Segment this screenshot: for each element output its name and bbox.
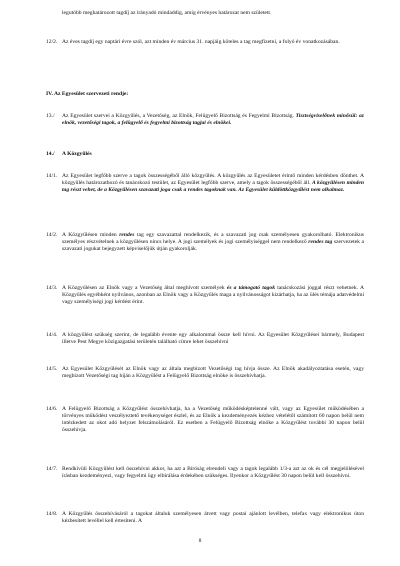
- paragraph-text: Az Egyesület szervei a Közgyűlés, a Vezetőség, az Elnök, Felügyelő Bizottság és Fegyelmi Bizottság. Tisztségviselőnek minősül: az elnök, vezetőségi tagok, a felügyelő és fegyelmi bizottság tagjai és elnökei.: [62, 113, 364, 126]
- paragraph-number: 14./: [46, 151, 55, 157]
- paragraph-number: 14/4.: [46, 332, 58, 338]
- paragraph-text: Az Egyesület legfőbb szerve a tagok összességéből álló közgyűlés. A közgyűlés az Egyesületet érintő minden kérdésben dönthet. A közgyűlés határozathozó és tanácskozó testület, az Egyesület legfőbb szerve, amely a tagok összességéből áll. A közgyűlésen minden tag részt vehet, de a Közgyűlésen szavazati joga csak a rendes tagoknak van. Az Egyesület küldöttközgyűlést nem alkalmaz.: [62, 173, 364, 193]
- paragraph-number: 14/2.: [46, 232, 58, 238]
- section-heading-iv: IV. Az Egyesület szervezeti rendje:: [46, 91, 129, 97]
- paragraph-14-7: [46, 466, 364, 480]
- paragraph-text: Az Egyesület Közgyűlését az Elnök vagy az általa megbízott Vezetőségi tag hívja össze. Az Elnök akadályoztatása esetén, vagy megbízott Vezetőségi tag híján a Közgyűlést a Felügyelő Bizottság elnöke is összehívhatja.: [62, 366, 364, 379]
- paragraph-14-2: [46, 232, 364, 253]
- paragraph-14-4: [46, 332, 364, 346]
- paragraph-text: A Közgyűlés összehívásáról a tagokat általuk személyesen átvett vagy postai ajánlott levélben, telefax vagy elektronikus úton kézbesített levéllel kell értesíteni. A: [62, 511, 364, 524]
- paragraph-14-8: [46, 511, 364, 525]
- paragraph-number: 14/8.: [46, 511, 58, 517]
- paragraph-text: A Közgyűlésen az Elnök vagy a Vezetőség által meghívott személyek és a támogató tagok tanácskozási joggal részt vehetnek. A Közgyűlés egyébként nyilvános, azonban az Elnök vagy a Közgyűlés maga a nyilvánosságot kizárhatja, ha az ülés témája adatvédelmi vagy személyiségi jogi kérdést érint.: [62, 285, 365, 305]
- paragraph-14-6: [46, 406, 364, 434]
- paragraph-14-1: [46, 173, 364, 194]
- paragraph-14-3: [46, 285, 364, 306]
- paragraph-text: Rendkívüli Közgyűlést kell összehívni akkor, ha azt a Bíróság elrendeli vagy a tagok legalább 1/3-a azt az ok és cél megjelölésével írásban kezdeményezi, vagy fegyelmi ügy elbírálása érdekében szükséges. Ilyenkor a Közgyűlést 30 napon belül kell összehívni.: [62, 466, 364, 479]
- paragraph-12-2: [46, 39, 364, 46]
- page-number: 8: [198, 538, 202, 544]
- paragraph-number: 12/2.: [46, 39, 58, 45]
- paragraph-14-5: [46, 366, 364, 380]
- section-heading-14: [46, 151, 364, 158]
- paragraph-number: 13./: [46, 113, 55, 119]
- continued-paragraph: [46, 10, 364, 17]
- paragraph-number: 14/3.: [46, 285, 58, 291]
- paragraph-number: 14/7.: [46, 466, 58, 472]
- paragraph-text: A Felügyelő Bizottság a Közgyűlést összehívhatja, ha a Vezetőség működésképtelenné vált, vagy az Egyesület működésében a törvényes működést veszélyeztető tevékenységet észlel, és az Elnök a kezdeményezés kézhez vételétől számított 60 napon belül nem intézkedett az okot adó helyzet felszámolásáról. Ez esetben a Felügyelő Bizottság elnöke a Közgyűlést további 30 napon belül összehívja.: [62, 406, 364, 433]
- paragraph-number: 14/6.: [46, 406, 58, 412]
- paragraph-13: [46, 113, 364, 127]
- heading-text: A Közgyűlés: [62, 151, 92, 157]
- paragraph-number: 14/1.: [46, 173, 58, 179]
- paragraph-number: 14/5.: [46, 366, 58, 372]
- paragraph-text: legutóbb meghatározott tagdíj az irányadó mindaddig, amíg érvényes határozat nem született.: [62, 10, 272, 16]
- paragraph-text: A Közgyűlésen minden rendes tag egy szavazattal rendelkezik, és a szavazati jog csak személyesen gyakorolható. Elektronikus személyes részvételnek a közgyűlésen nincs helye. A jogi személyek és jogi személyiséggel nem rendelkező rendes tag szervezetek a szavazati jogukat bejegyzett képviselőjük útján gyakorolják.: [62, 232, 364, 252]
- paragraph-text: A közgyűlést szükség szerint, de legalább évente egy alkalommal össze kell hívni. Az Egyesület Közgyűlései bármely, Budapest illetve Pest Megye közigazgatási területén található címre lehet összehívni: [62, 332, 364, 345]
- paragraph-text: Az éves tagdíj egy naptári évre szól, azt minden év március 31. napjáig köteles a tag megfizetni, a folyó év vonatkozásában.: [62, 39, 340, 45]
